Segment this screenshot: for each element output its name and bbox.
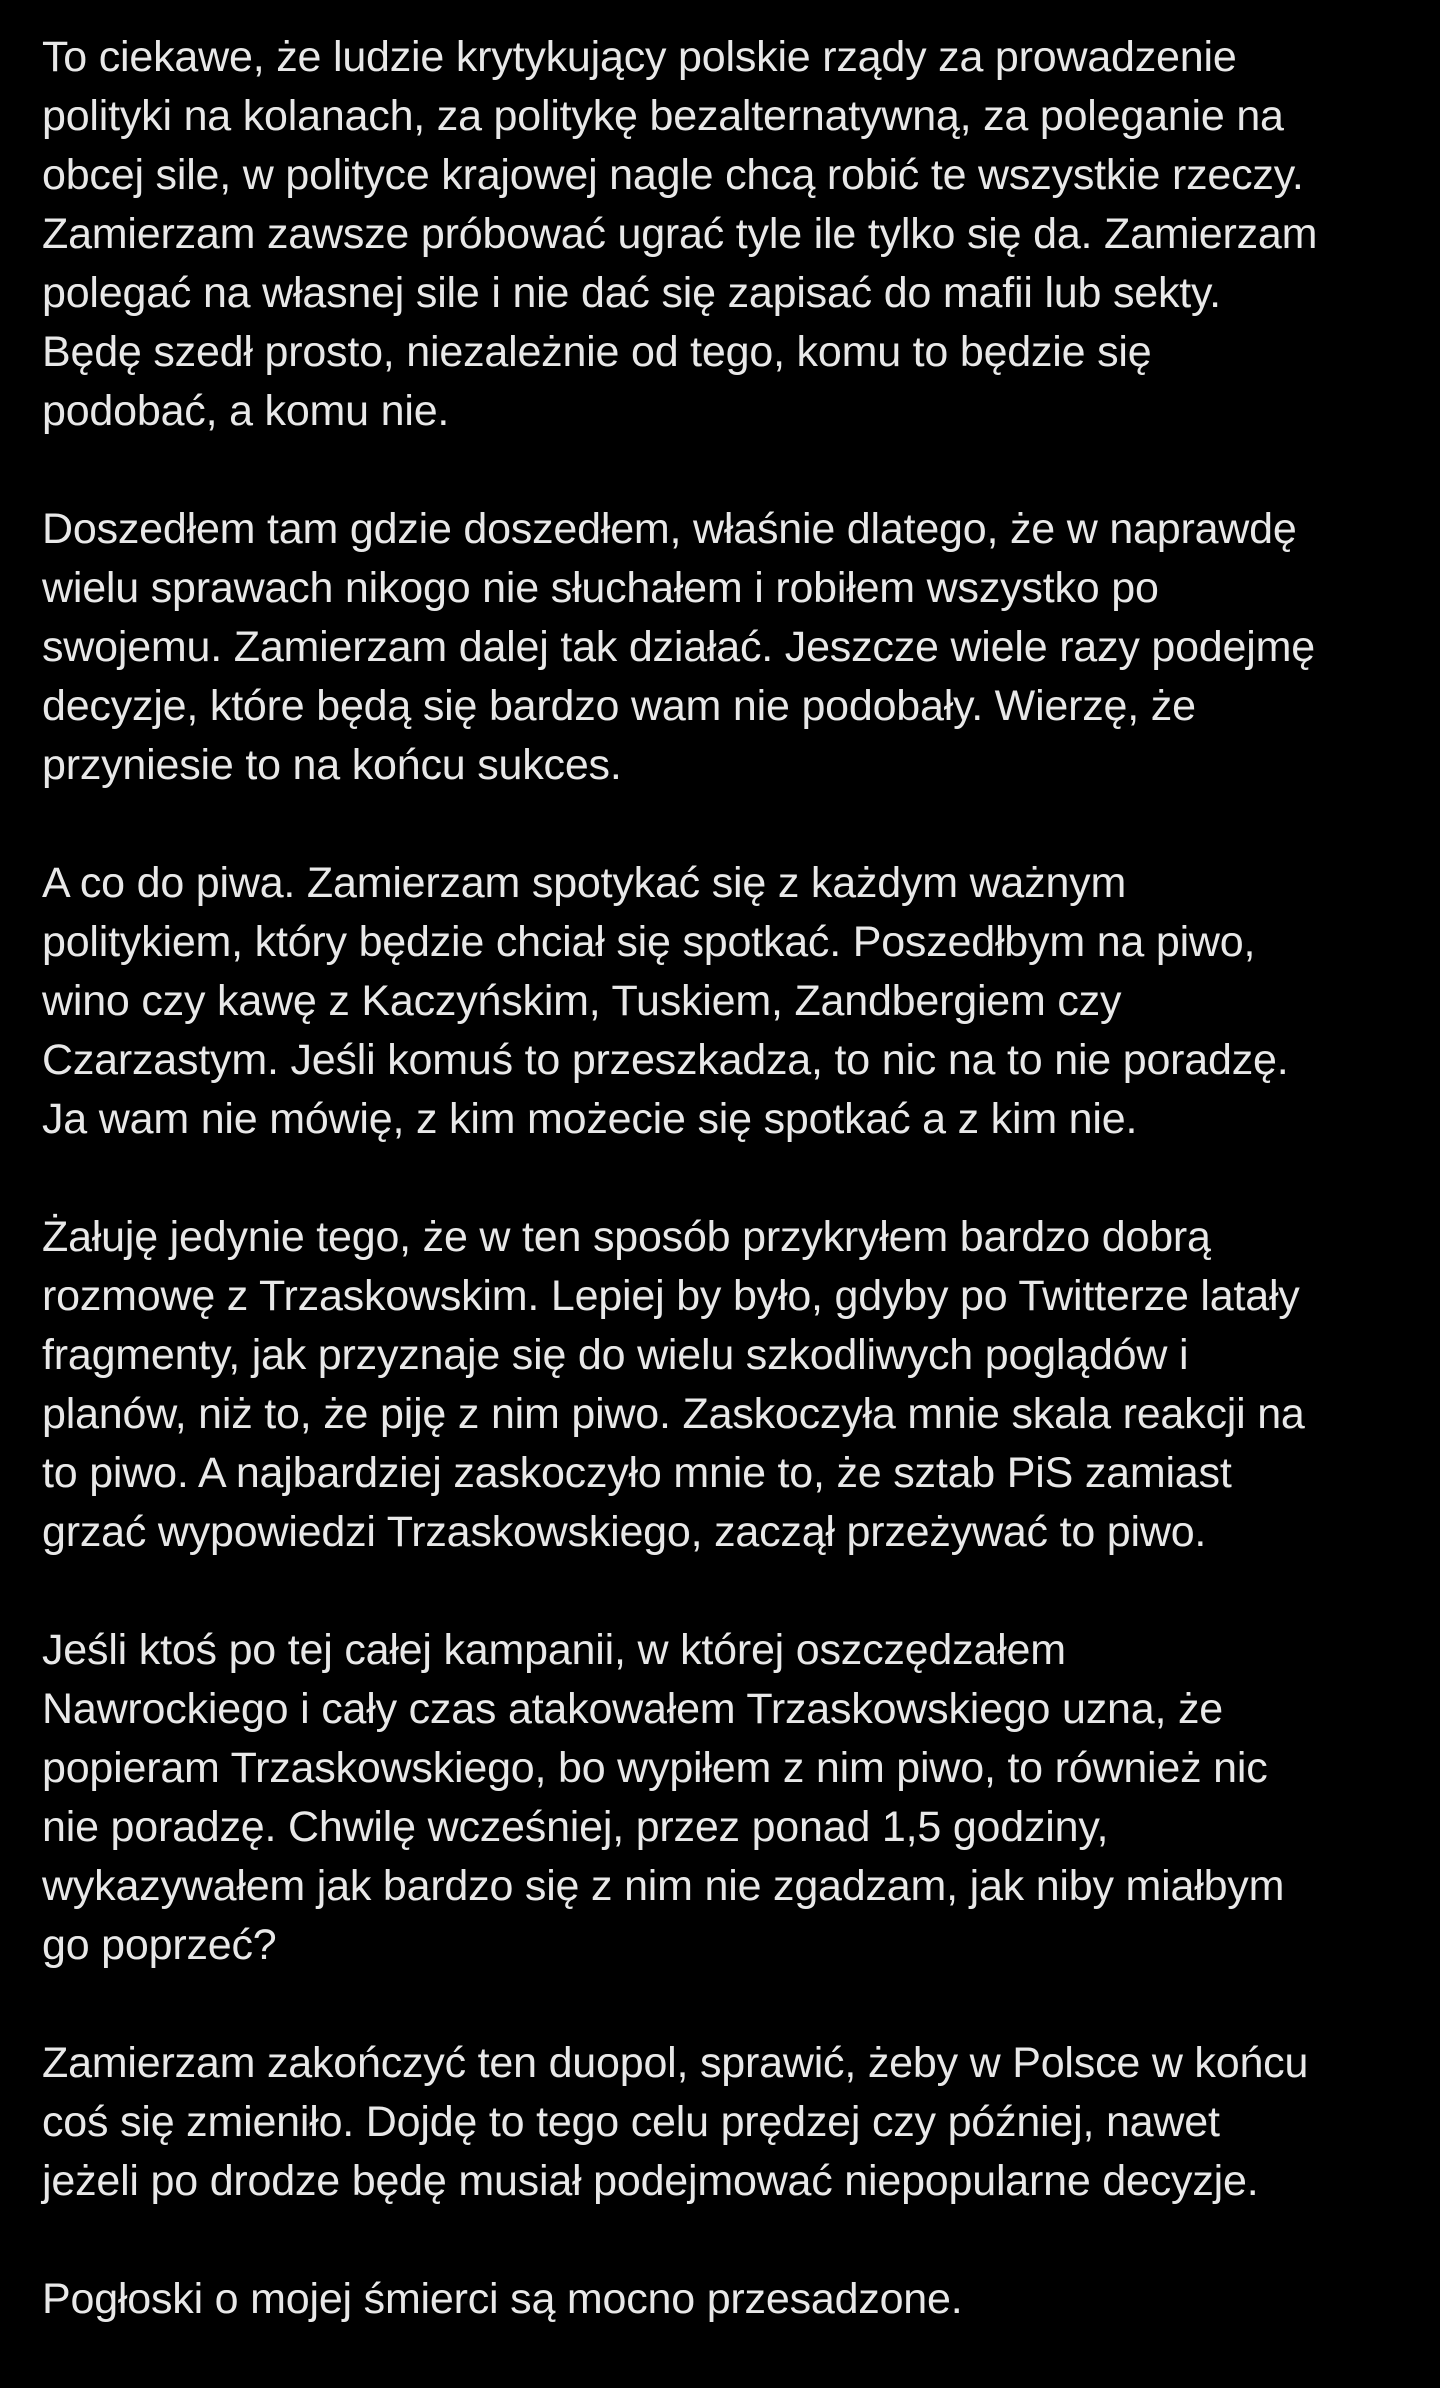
text-line: Będę szedł prosto, niezależnie od tego, komu to będzie się xyxy=(42,328,1152,376)
paragraph-6 xyxy=(42,2034,1422,2211)
text-line: to piwo. A najbardziej zaskoczyło mnie to, że sztab PiS zamiast xyxy=(42,1449,1232,1497)
text-line: wino czy kawę z Kaczyńskim, Tuskiem, Zandbergiem czy xyxy=(42,977,1122,1025)
text-line: Doszedłem tam gdzie doszedłem, właśnie dlatego, że w naprawdę xyxy=(42,505,1297,553)
text-line: popieram Trzaskowskiego, bo wypiłem z nim piwo, to również nic xyxy=(42,1744,1268,1792)
paragraph-1 xyxy=(42,28,1422,441)
text-line: Czarzastym. Jeśli komuś to przeszkadza, to nic na to nie poradzę. xyxy=(42,1036,1289,1084)
text-line: grzać wypowiedzi Trzaskowskiego, zaczął przeżywać to piwo. xyxy=(42,1508,1207,1556)
text-line: Jeśli ktoś po tej całej kampanii, w której oszczędzałem xyxy=(42,1626,1066,1674)
text-line: Nawrockiego i cały czas atakowałem Trzaskowskiego uzna, że xyxy=(42,1685,1223,1733)
paragraph-2 xyxy=(42,500,1422,795)
text-line: przyniesie to na końcu sukces. xyxy=(42,741,622,789)
text-line: Zamierzam zakończyć ten duopol, sprawić, żeby w Polsce w końcu xyxy=(42,2039,1309,2087)
text-line: Żałuję jedynie tego, że w ten sposób przykryłem bardzo dobrą xyxy=(42,1213,1211,1261)
post-body xyxy=(42,28,1422,2388)
paragraph-4 xyxy=(42,1208,1422,1562)
text-line: Zamierzam zawsze próbować ugrać tyle ile tylko się da. Zamierzam xyxy=(42,210,1318,258)
paragraph-3 xyxy=(42,854,1422,1149)
text-line: politykiem, który będzie chciał się spotkać. Poszedłbym na piwo, xyxy=(42,918,1256,966)
text-line: polityki na kolanach, za politykę bezalternatywną, za poleganie na xyxy=(42,92,1284,140)
text-line: go poprzeć? xyxy=(42,1921,277,1969)
text-line: Pogłoski o mojej śmierci są mocno przesadzone. xyxy=(42,2275,963,2323)
paragraph-5 xyxy=(42,1621,1422,1975)
text-line: A co do piwa. Zamierzam spotykać się z każdym ważnym xyxy=(42,859,1127,907)
text-line: nie poradzę. Chwilę wcześniej, przez ponad 1,5 godziny, xyxy=(42,1803,1109,1851)
text-line: coś się zmieniło. Dojdę to tego celu prędzej czy później, nawet xyxy=(42,2098,1220,2146)
text-line: jeżeli po drodze będę musiał podejmować niepopularne decyzje. xyxy=(42,2157,1259,2205)
text-line: planów, niż to, że piję z nim piwo. Zaskoczyła mnie skala reakcji na xyxy=(42,1390,1305,1438)
paragraph-7 xyxy=(42,2270,1422,2329)
text-line: podobać, a komu nie. xyxy=(42,387,450,435)
text-line: obcej sile, w polityce krajowej nagle chcą robić te wszystkie rzeczy. xyxy=(42,151,1304,199)
text-line: To ciekawe, że ludzie krytykujący polskie rządy za prowadzenie xyxy=(42,33,1237,81)
text-line: wielu sprawach nikogo nie słuchałem i robiłem wszystko po xyxy=(42,564,1159,612)
text-line: decyzje, które będą się bardzo wam nie podobały. Wierzę, że xyxy=(42,682,1196,730)
text-line: Ja wam nie mówię, z kim możecie się spotkać a z kim nie. xyxy=(42,1095,1138,1143)
text-line: wykazywałem jak bardzo się z nim nie zgadzam, jak niby miałbym xyxy=(42,1862,1285,1910)
text-line: swojemu. Zamierzam dalej tak działać. Jeszcze wiele razy podejmę xyxy=(42,623,1315,671)
text-line: polegać na własnej sile i nie dać się zapisać do mafii lub sekty. xyxy=(42,269,1221,317)
text-line: rozmowę z Trzaskowskim. Lepiej by było, gdyby po Twitterze latały xyxy=(42,1272,1300,1320)
text-line: fragmenty, jak przyznaje się do wielu szkodliwych poglądów i xyxy=(42,1331,1189,1379)
